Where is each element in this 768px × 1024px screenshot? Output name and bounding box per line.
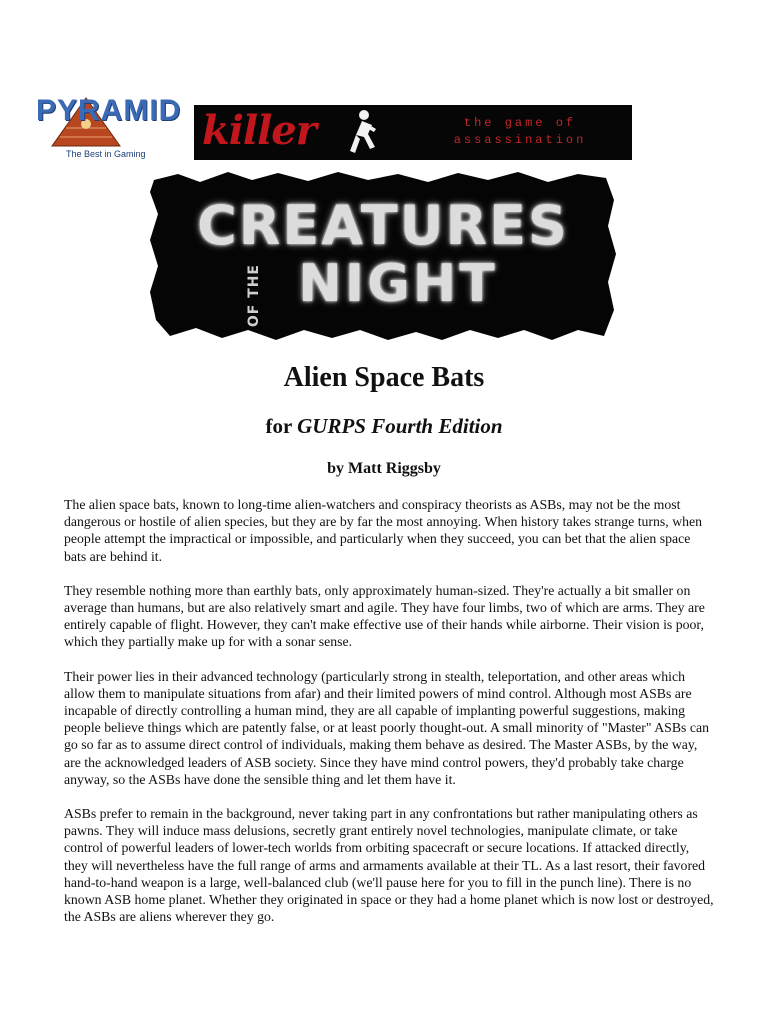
killer-wordmark: killer [202, 107, 316, 154]
paragraph: Their power lies in their advanced technology (particularly strong in stealth, teleportation, and other areas which allow them to manipulate situations from afar) and their limited powers of mind control. Although most ASBs are incapable of directly controlling a human mind, they are all capable of implanting powerful suggestions, making people believe things which are patently false, or at least poorly thought-out. A small minority of "Master" ASBs can go so far as to assume direct control of individuals, making them behave as desired. The Master ASBs, by the way, are the acknowledged leaders of ASB society. Since they have mind control powers, they'd probably take charge anyway, so the ASBs have done the sensible thing and let them have it. [64, 668, 710, 787]
subtitle-prefix: for [265, 414, 298, 438]
article-subtitle [0, 414, 768, 439]
pyramid-logo [36, 94, 180, 164]
killer-tagline: the game of assassination [453, 116, 587, 147]
subtitle-game-name: GURPS Fourth Edition [297, 414, 503, 438]
of-the-label: OF THE [246, 264, 262, 328]
article-byline: by Matt Riggsby [327, 460, 441, 477]
paragraph: ASBs prefer to remain in the background, never taking part in any confrontations but rather manipulating others as pawns. They will induce mass delusions, secretly grant entirely novel technologies, manipulate climate, or take control of powerful leaders of lower-tech worlds from orbiting spacecraft or secure locations. If attacked directly, they will nevertheless have the full range of arms and armaments available at their TL. As a last resort, their favored hand-to-hand weapon is a large, well-balanced club (we'll pause here for you to fill in the punch line). There is no known ASB home planet. Whether they originated in space or they had a home planet which is now lost or destroyed, the ASBs are aliens wherever they go. [64, 806, 714, 925]
pyramid-wordmark: PYRAMID [36, 94, 182, 127]
pyramid-tagline: The Best in Gaming [66, 149, 146, 159]
assassin-figure-icon [342, 109, 382, 157]
creatures-of-the-night-logo [148, 170, 618, 342]
night-title: NIGHT [298, 254, 498, 314]
article-body [64, 496, 714, 942]
article-title: Alien Space Bats [283, 362, 485, 393]
killer-banner [194, 105, 632, 160]
paragraph: They resemble nothing more than earthly bats, only approximately human-sized. They're actually a bit smaller on average than humans, but are also relatively smart and agile. They have four limbs, two of which are arms. They are entirely capable of flight. However, they can't make effective use of their hands while airborne. Their vision is poor, which they partially make up for with a sonar sense. [64, 582, 705, 650]
paragraph: The alien space bats, known to long-time alien-watchers and conspiracy theorists as ASBs, may not be the most dangerous or hostile of alien species, but they are by far the most annoying. When history takes strange turns, when people attempt the impractical or impossible, and particularly when they succeed, you can bet that the alien space bats are behind it. [64, 497, 703, 564]
creatures-title: CREATURES [197, 194, 569, 257]
